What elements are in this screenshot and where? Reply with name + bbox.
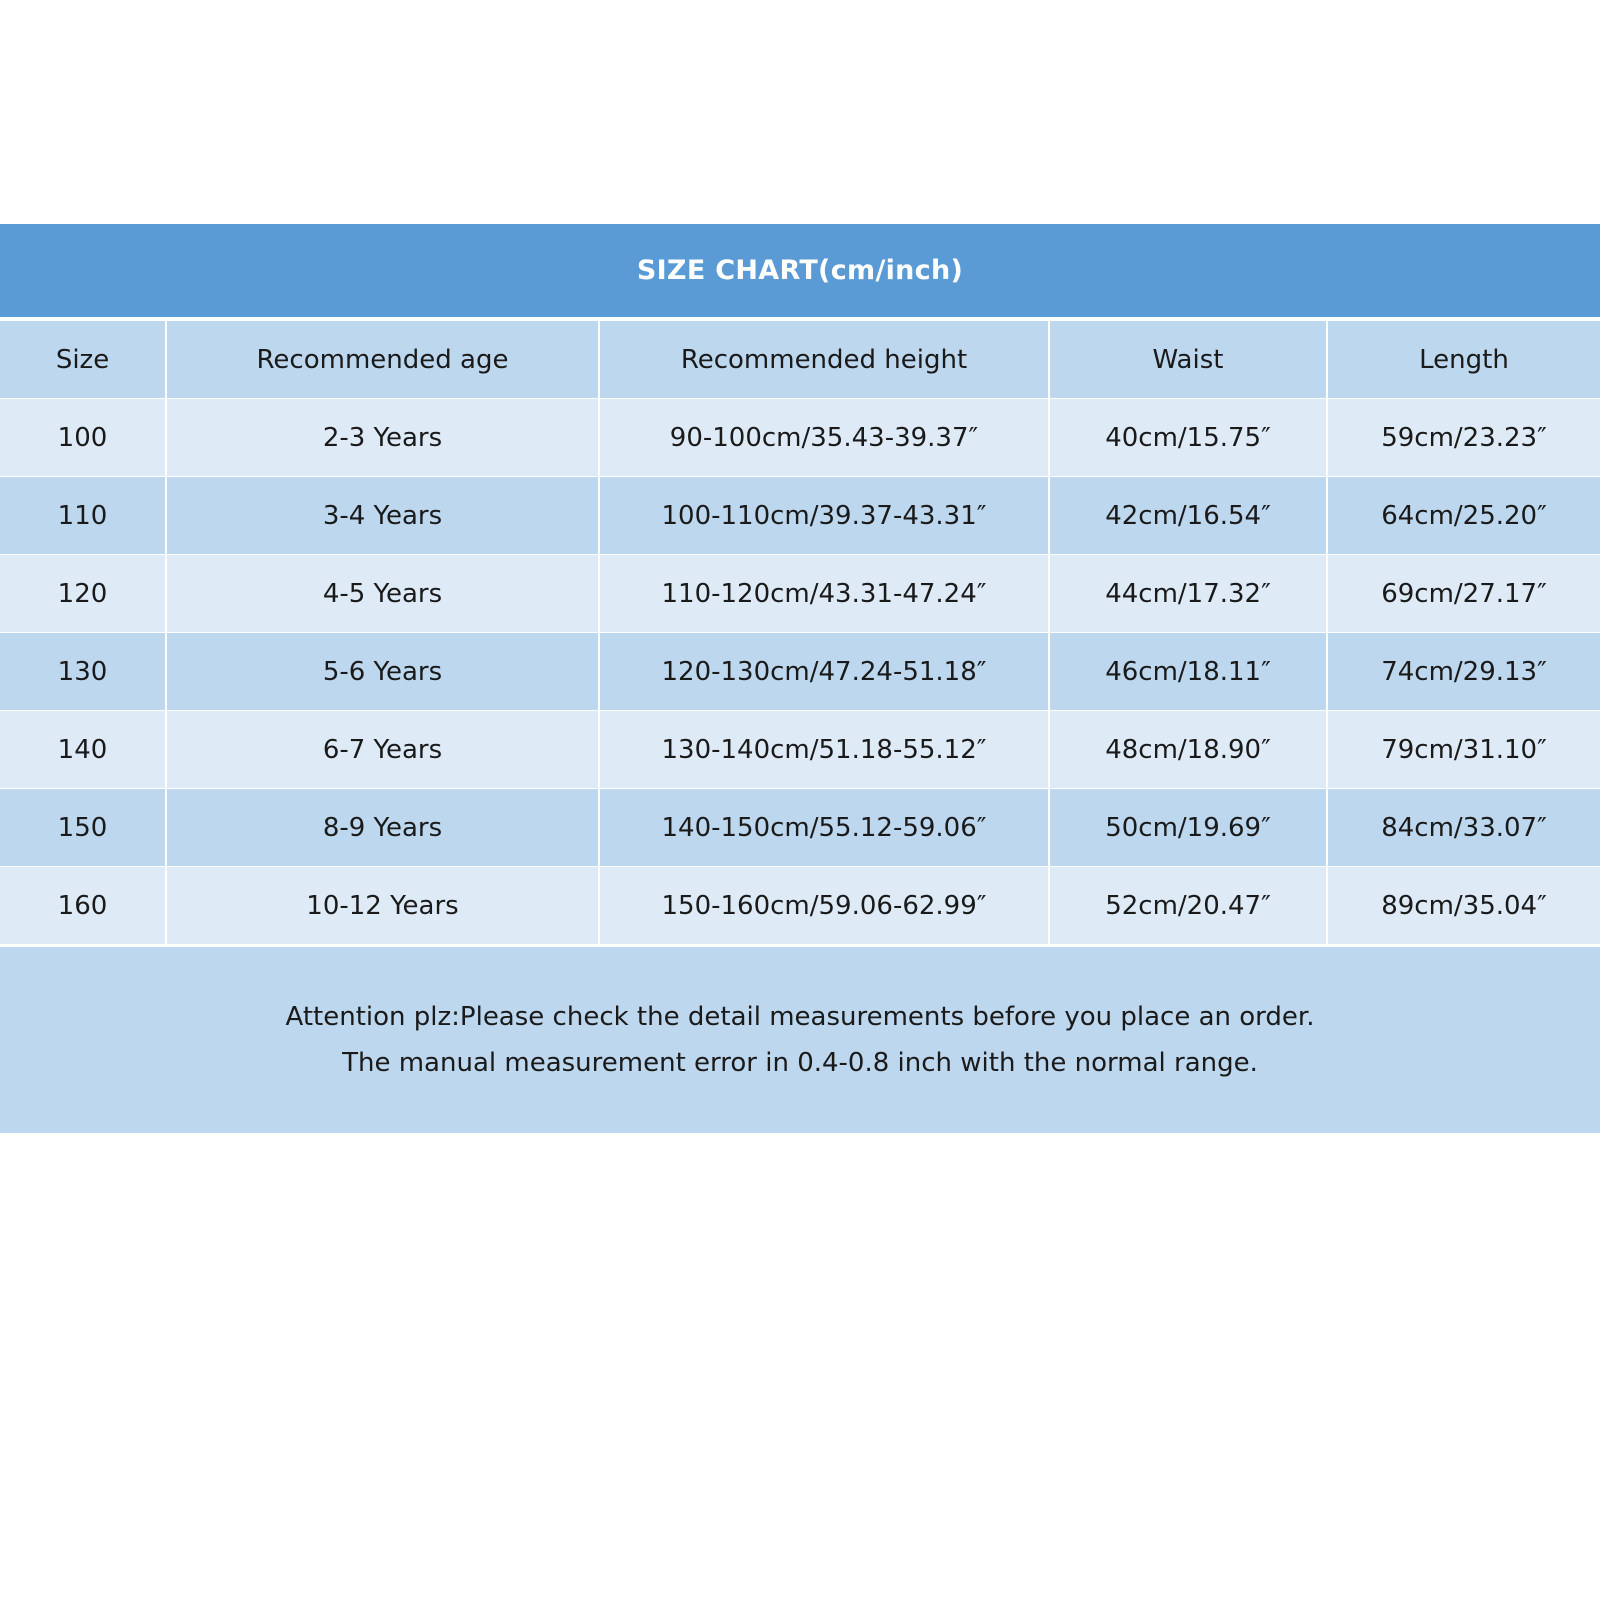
note-line-1: Attention plz:Please check the detail measurements before you place an order. bbox=[285, 1002, 1315, 1032]
cell-size: 150 bbox=[0, 789, 166, 867]
cell-size: 130 bbox=[0, 633, 166, 711]
table-row bbox=[0, 711, 1600, 789]
cell-waist: 52cm/20.47″ bbox=[1049, 867, 1327, 945]
header-recommended-age: Recommended age bbox=[166, 321, 599, 399]
cell-waist: 40cm/15.75″ bbox=[1049, 399, 1327, 477]
table-row bbox=[0, 477, 1600, 555]
table-row bbox=[0, 789, 1600, 867]
cell-age: 3-4 Years bbox=[166, 477, 599, 555]
header-waist: Waist bbox=[1049, 321, 1327, 399]
cell-age: 10-12 Years bbox=[166, 867, 599, 945]
cell-height: 120-130cm/47.24-51.18″ bbox=[599, 633, 1049, 711]
cell-length: 69cm/27.17″ bbox=[1327, 555, 1600, 633]
cell-waist: 50cm/19.69″ bbox=[1049, 789, 1327, 867]
cell-height: 90-100cm/35.43-39.37″ bbox=[599, 399, 1049, 477]
cell-height: 130-140cm/51.18-55.12″ bbox=[599, 711, 1049, 789]
table-row bbox=[0, 867, 1600, 945]
cell-age: 2-3 Years bbox=[166, 399, 599, 477]
cell-waist: 48cm/18.90″ bbox=[1049, 711, 1327, 789]
cell-height: 100-110cm/39.37-43.31″ bbox=[599, 477, 1049, 555]
cell-length: 74cm/29.13″ bbox=[1327, 633, 1600, 711]
table-row bbox=[0, 633, 1600, 711]
cell-size: 110 bbox=[0, 477, 166, 555]
cell-height: 110-120cm/43.31-47.24″ bbox=[599, 555, 1049, 633]
cell-length: 59cm/23.23″ bbox=[1327, 399, 1600, 477]
cell-size: 140 bbox=[0, 711, 166, 789]
cell-size: 120 bbox=[0, 555, 166, 633]
cell-age: 5-6 Years bbox=[166, 633, 599, 711]
header-row bbox=[0, 321, 1600, 399]
chart-title: SIZE CHART(cm/inch) bbox=[0, 224, 1600, 317]
cell-waist: 46cm/18.11″ bbox=[1049, 633, 1327, 711]
cell-size: 100 bbox=[0, 399, 166, 477]
note-line-2: The manual measurement error in 0.4-0.8 inch with the normal range. bbox=[342, 1048, 1258, 1078]
attention-note bbox=[0, 945, 1600, 1133]
cell-age: 6-7 Years bbox=[166, 711, 599, 789]
cell-waist: 42cm/16.54″ bbox=[1049, 477, 1327, 555]
cell-length: 64cm/25.20″ bbox=[1327, 477, 1600, 555]
size-chart bbox=[0, 224, 1600, 1133]
cell-size: 160 bbox=[0, 867, 166, 945]
header-recommended-height: Recommended height bbox=[599, 321, 1049, 399]
size-table bbox=[0, 321, 1600, 945]
table-row bbox=[0, 399, 1600, 477]
cell-length: 89cm/35.04″ bbox=[1327, 867, 1600, 945]
cell-length: 84cm/33.07″ bbox=[1327, 789, 1600, 867]
cell-age: 8-9 Years bbox=[166, 789, 599, 867]
cell-age: 4-5 Years bbox=[166, 555, 599, 633]
header-size: Size bbox=[0, 321, 166, 399]
header-length: Length bbox=[1327, 321, 1600, 399]
table-row bbox=[0, 555, 1600, 633]
cell-height: 140-150cm/55.12-59.06″ bbox=[599, 789, 1049, 867]
cell-length: 79cm/31.10″ bbox=[1327, 711, 1600, 789]
cell-height: 150-160cm/59.06-62.99″ bbox=[599, 867, 1049, 945]
cell-waist: 44cm/17.32″ bbox=[1049, 555, 1327, 633]
